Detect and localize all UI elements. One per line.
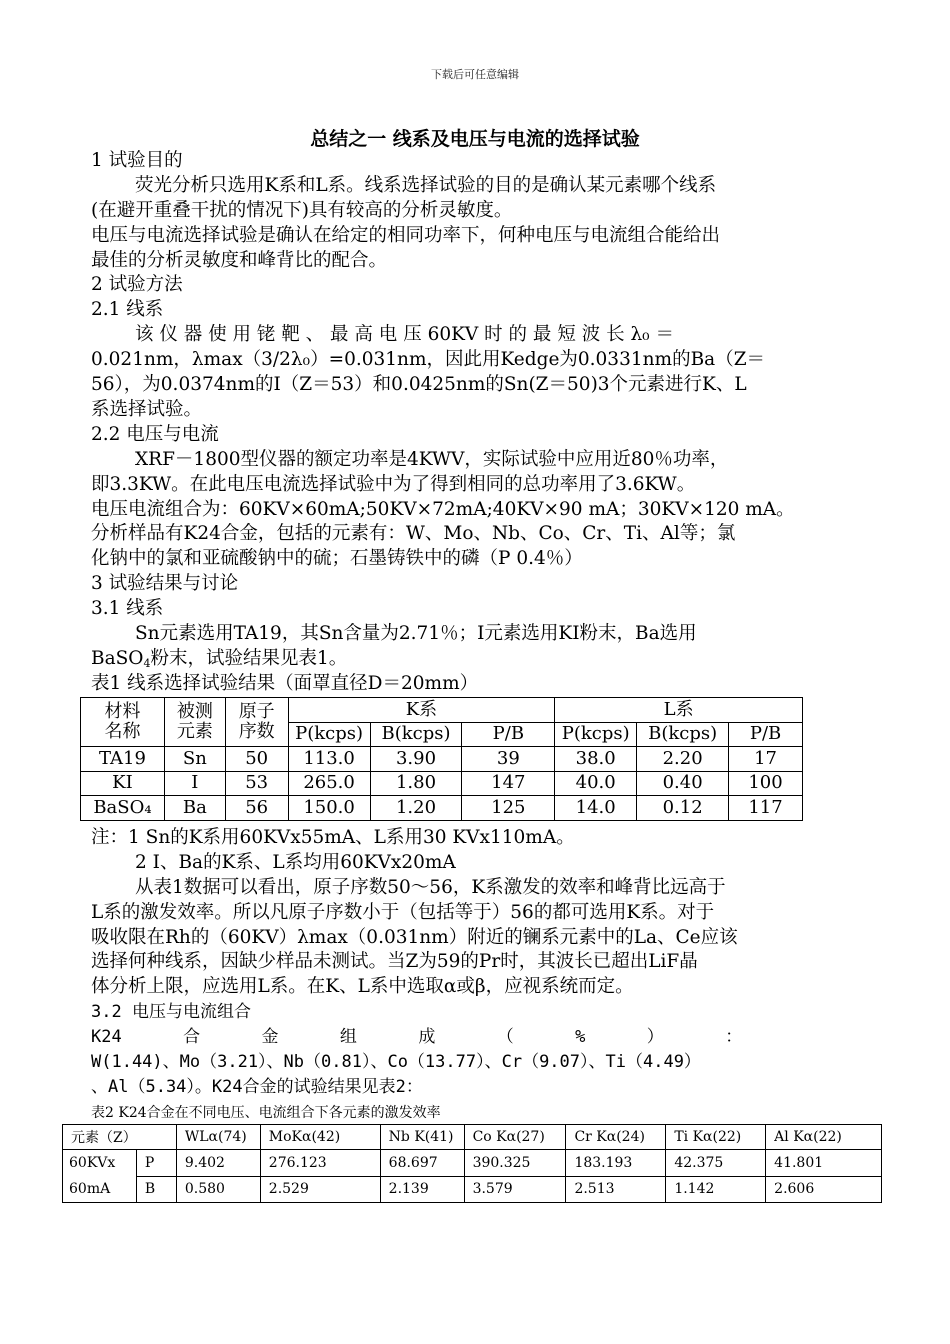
header-element: 被测 元素 xyxy=(164,698,225,747)
subheader: P/B xyxy=(462,722,555,747)
paragraph: 化钠中的氯和亚硫酸钠中的硫；石墨铸铁中的磷（P 0.4％） xyxy=(91,548,583,569)
subsection-2-1-heading: 2.1 线系 xyxy=(91,299,164,320)
group-label: 60KVx 60mA xyxy=(63,1150,137,1203)
paragraph: W(1.44)、Mo（3.21）、Nb（0.81）、Co（13.77）、Cr（9.07）、Ti（4.49） xyxy=(91,1052,701,1072)
note-1: 注：1 Sn的K系用60KVx55mA、L系用30 KVx110mA。 xyxy=(91,827,575,848)
table1-caption: 表1 线系选择试验结果（面罩直径D＝20mm） xyxy=(91,673,479,694)
subheader: P(kcps) xyxy=(555,722,637,747)
paragraph: 电压电流组合为：60KV×60mA;50KV×72mA;40KV×90 mA；30KV×120 mA。 xyxy=(91,499,795,520)
subheader: P(kcps) xyxy=(288,722,370,747)
subheader: B(kcps) xyxy=(637,722,729,747)
table-header-row: 元素（Z） WLα(74) MoKα(42) Nb K(41) Co Kα(27) Cr Kα(24) Ti Kα(22) Al Kα(22) xyxy=(63,1125,882,1150)
header-atomic-number: 原子 序数 xyxy=(225,698,288,747)
paragraph: K24 合 金 组 成 （ % ） ： xyxy=(91,1027,743,1047)
section-1-heading: 1 试验目的 xyxy=(91,150,183,171)
section-2-heading: 2 试验方法 xyxy=(91,274,183,295)
header-material: 材料 名称 xyxy=(81,698,165,747)
paragraph: 56），为0.0374nm的I（Z＝53）和0.0425nm的Sn(Z＝50)3个元素进行K、L xyxy=(91,374,747,395)
paragraph: XRF－1800型仪器的额定功率是4KWV，实际试验中应用近80％功率， xyxy=(135,449,729,470)
paragraph: 最佳的分析灵敏度和峰背比的配合。 xyxy=(91,250,388,271)
subheader: P/B xyxy=(729,722,803,747)
table-row: TA19 Sn 50 113.0 3.90 39 38.0 2.20 17 xyxy=(81,747,803,772)
subsection-3-2-heading: 3.2 电压与电流组合 xyxy=(91,1002,251,1022)
header-k-series: K系 xyxy=(288,698,555,723)
paragraph: 电压与电流选择试验是确认在给定的相同功率下，何种电压与电流组合能给出 xyxy=(91,225,721,246)
header-l-series: L系 xyxy=(555,698,803,723)
subsection-3-1-heading: 3.1 线系 xyxy=(91,598,164,619)
table-1 xyxy=(80,697,803,821)
subsection-2-2-heading: 2.2 电压与电流 xyxy=(91,424,219,445)
paragraph: L系的激发效率。所以凡原子序数小于（包括等于）56的都可选用K系。对于 xyxy=(91,902,715,923)
section-3-heading: 3 试验结果与讨论 xyxy=(91,573,239,594)
table-row: BaSO₄ Ba 56 150.0 1.20 125 14.0 0.12 117 xyxy=(81,796,803,821)
paragraph: 从表1数据可以看出，原子序数50～56，K系激发的效率和峰背比远高于 xyxy=(135,877,726,898)
paragraph: 该 仪 器 使 用 铑 靶 、 最 高 电 压 60KV 时 的 最 短 波 长 λ₀ ＝ xyxy=(135,324,674,345)
table-row: 60KVx 60mA P 9.402 276.123 68.697 390.325 183.193 42.375 41.801 xyxy=(63,1150,882,1177)
paragraph: 体分析上限，应选用L系。在K、L系中选取α或β，应视系统而定。 xyxy=(91,976,634,997)
table-2 xyxy=(62,1124,882,1203)
paragraph: 选择何种线系，因缺少样品未测试。当Z为59的Pr时，其波长已超出LiF晶 xyxy=(91,951,698,972)
paragraph: Sn元素选用TA19，其Sn含量为2.71％；I元素选用KI粉末，Ba选用 xyxy=(135,623,697,644)
page-header: 下载后可任意编辑 xyxy=(431,68,519,81)
table-row: KI I 53 265.0 1.80 147 40.0 0.40 100 xyxy=(81,771,803,796)
paragraph: 系选择试验。 xyxy=(91,399,203,420)
subheader: B(kcps) xyxy=(370,722,462,747)
table2-caption: 表2 K24合金在不同电压、电流组合下各元素的激发效率 xyxy=(91,1105,441,1121)
document-title: 总结之一 线系及电压与电流的选择试验 xyxy=(310,128,640,150)
paragraph: 即3.3KW。在此电压电流选择试验中为了得到相同的总功率用了3.6KW。 xyxy=(91,474,696,495)
paragraph: 、Al（5.34）。K24合金的试验结果见表2： xyxy=(91,1077,423,1097)
paragraph: 0.021nm，λmax（3/2λ₀）=0.031nm，因此用Kedge为0.0331nm的Ba（Z＝ xyxy=(91,349,766,370)
paragraph: 荧光分析只选用K系和L系。线系选择试验的目的是确认某元素哪个线系 xyxy=(135,175,717,196)
paragraph: 吸收限在Rh的（60KV）λmax（0.031nm）附近的镧系元素中的La、Ce应该 xyxy=(91,927,738,948)
paragraph: BaSO$_4$粉末，试验结果见表1。 xyxy=(91,648,348,670)
note-2: 2 I、Ba的K系、L系均用60KVx20mA xyxy=(135,852,456,873)
paragraph: 分析样品有K24合金，包括的元素有：W、Mo、Nb、Co、Cr、Ti、Al等；氯 xyxy=(91,523,736,544)
table-row: B 0.580 2.529 2.139 3.579 2.513 1.142 2.606 xyxy=(63,1176,882,1203)
paragraph: (在避开重叠干扰的情况下)具有较高的分析灵敏度。 xyxy=(91,200,513,221)
